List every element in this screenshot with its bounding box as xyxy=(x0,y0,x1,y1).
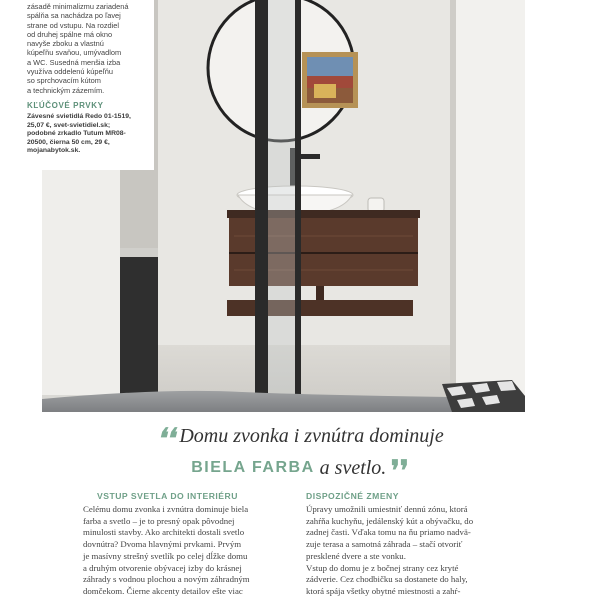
door-frame-right xyxy=(295,0,301,395)
sidebar-line: kúpeľňu svaňou, umývadlom xyxy=(27,48,122,58)
pull-quote-line-1 xyxy=(0,424,600,455)
article-line: Úpravy umožnili umiestniť dennú zónu, ktorá xyxy=(306,504,468,514)
key-feature-line: podobné zrkadlo Tutum MR08- xyxy=(27,130,126,138)
article-line: zahŕňa kuchyňu, jedálenský kút a obývačku, do xyxy=(306,515,474,526)
article-body-right xyxy=(306,504,511,598)
key-features-heading: KĽÚČOVÉ PRVKY xyxy=(27,100,104,110)
article-line: Vstup do domu je z bočnej strany cez kryté xyxy=(306,562,459,573)
pull-quote-rest: a svetlo. xyxy=(314,457,387,479)
sidebar-line: strane od vstupu. Na rozdiel xyxy=(27,20,120,30)
article-column-left xyxy=(83,491,288,598)
sidebar-line: spálňa sa nachádza po ľavej xyxy=(27,11,121,21)
article-line: ktorá spája všetky obytné miestnosti a zahŕ- xyxy=(306,585,461,596)
article-body-left xyxy=(83,504,288,598)
article-line: záhrady s vodnou plochou a novým záhradným xyxy=(83,574,250,585)
section-heading-light: VSTUP SVETLA DO INTERIÉRU xyxy=(97,491,238,501)
pull-quote-accent: BIELA FARBA xyxy=(191,459,315,476)
sidebar-box xyxy=(0,0,154,170)
section-heading-layout: DISPOZIČNÉ ZMENY xyxy=(306,491,399,501)
article-line: zuje terasa a samotná záhrada – stačí otvoriť xyxy=(306,539,463,550)
key-feature-line: 25,07 €, svet-svietidiel.sk; xyxy=(27,121,111,129)
right-door-panel xyxy=(455,0,525,395)
sidebar-line: navyše zboku a vlastnú xyxy=(27,39,104,49)
key-feature-line: mojanabytok.sk. xyxy=(27,147,81,155)
article-line: dovnútra? Dvoma hlavnými prvkami. Prvým xyxy=(83,539,242,550)
article-line: farba a svetlo – je to presný opak pôvodnej xyxy=(83,515,235,526)
sidebar-line: zásadě minimalizmu zariadená xyxy=(27,2,129,11)
key-features-list xyxy=(27,113,146,156)
pull-quote xyxy=(0,424,600,487)
article-line: je masívny strešný svetlík po celej dĺžke domu xyxy=(83,550,248,561)
article-line: zadnej časti. Vďaka tomu na ňu priamo nadvä- xyxy=(306,527,471,538)
door-frame-left xyxy=(255,0,268,395)
left-wall-panel xyxy=(42,170,120,395)
pull-quote-text: Domu zvonka i zvnútra dominuje xyxy=(179,425,444,447)
article-line: domčekom. Čierne akcenty detailov ešte viac xyxy=(83,585,243,596)
sidebar-line: od druhej spálne má okno xyxy=(27,29,113,39)
open-quote-icon: ❛❛ xyxy=(156,424,175,455)
sidebar-line: a technickým zázemím. xyxy=(27,85,105,95)
article-column-right xyxy=(306,491,511,598)
article-line: minulosti stavby. Ako architekti dostali svetlo xyxy=(83,527,245,538)
sidebar-body-text xyxy=(27,2,146,95)
key-feature-line: Závesné svietidlá Redo 01-1519, xyxy=(27,112,131,120)
close-quote-icon: ❜❜ xyxy=(390,456,409,487)
vanity-shelf xyxy=(227,300,413,316)
bathtub-side xyxy=(120,255,160,395)
pull-quote-line-2 xyxy=(0,456,600,487)
sidebar-line: a WC. Susedná menšia izba xyxy=(27,57,121,67)
article-line: a druhým otvorenie obývacej izby do krásnej xyxy=(83,562,242,573)
article-line: Celému domu zvonka i zvnútra dominuje biela xyxy=(83,504,249,514)
article-line: presklené dvere a ste vonku. xyxy=(306,550,406,561)
sidebar-line: využíva oddelenú kúpeľňu xyxy=(27,67,113,77)
key-feature-line: 20500, čierna 50 cm, 29 €, xyxy=(27,138,110,146)
article-line: zádverie. Cez chodbičku sa dostanete do haly, xyxy=(306,574,468,585)
sidebar-line: so sprchovacím kútom xyxy=(27,76,101,86)
